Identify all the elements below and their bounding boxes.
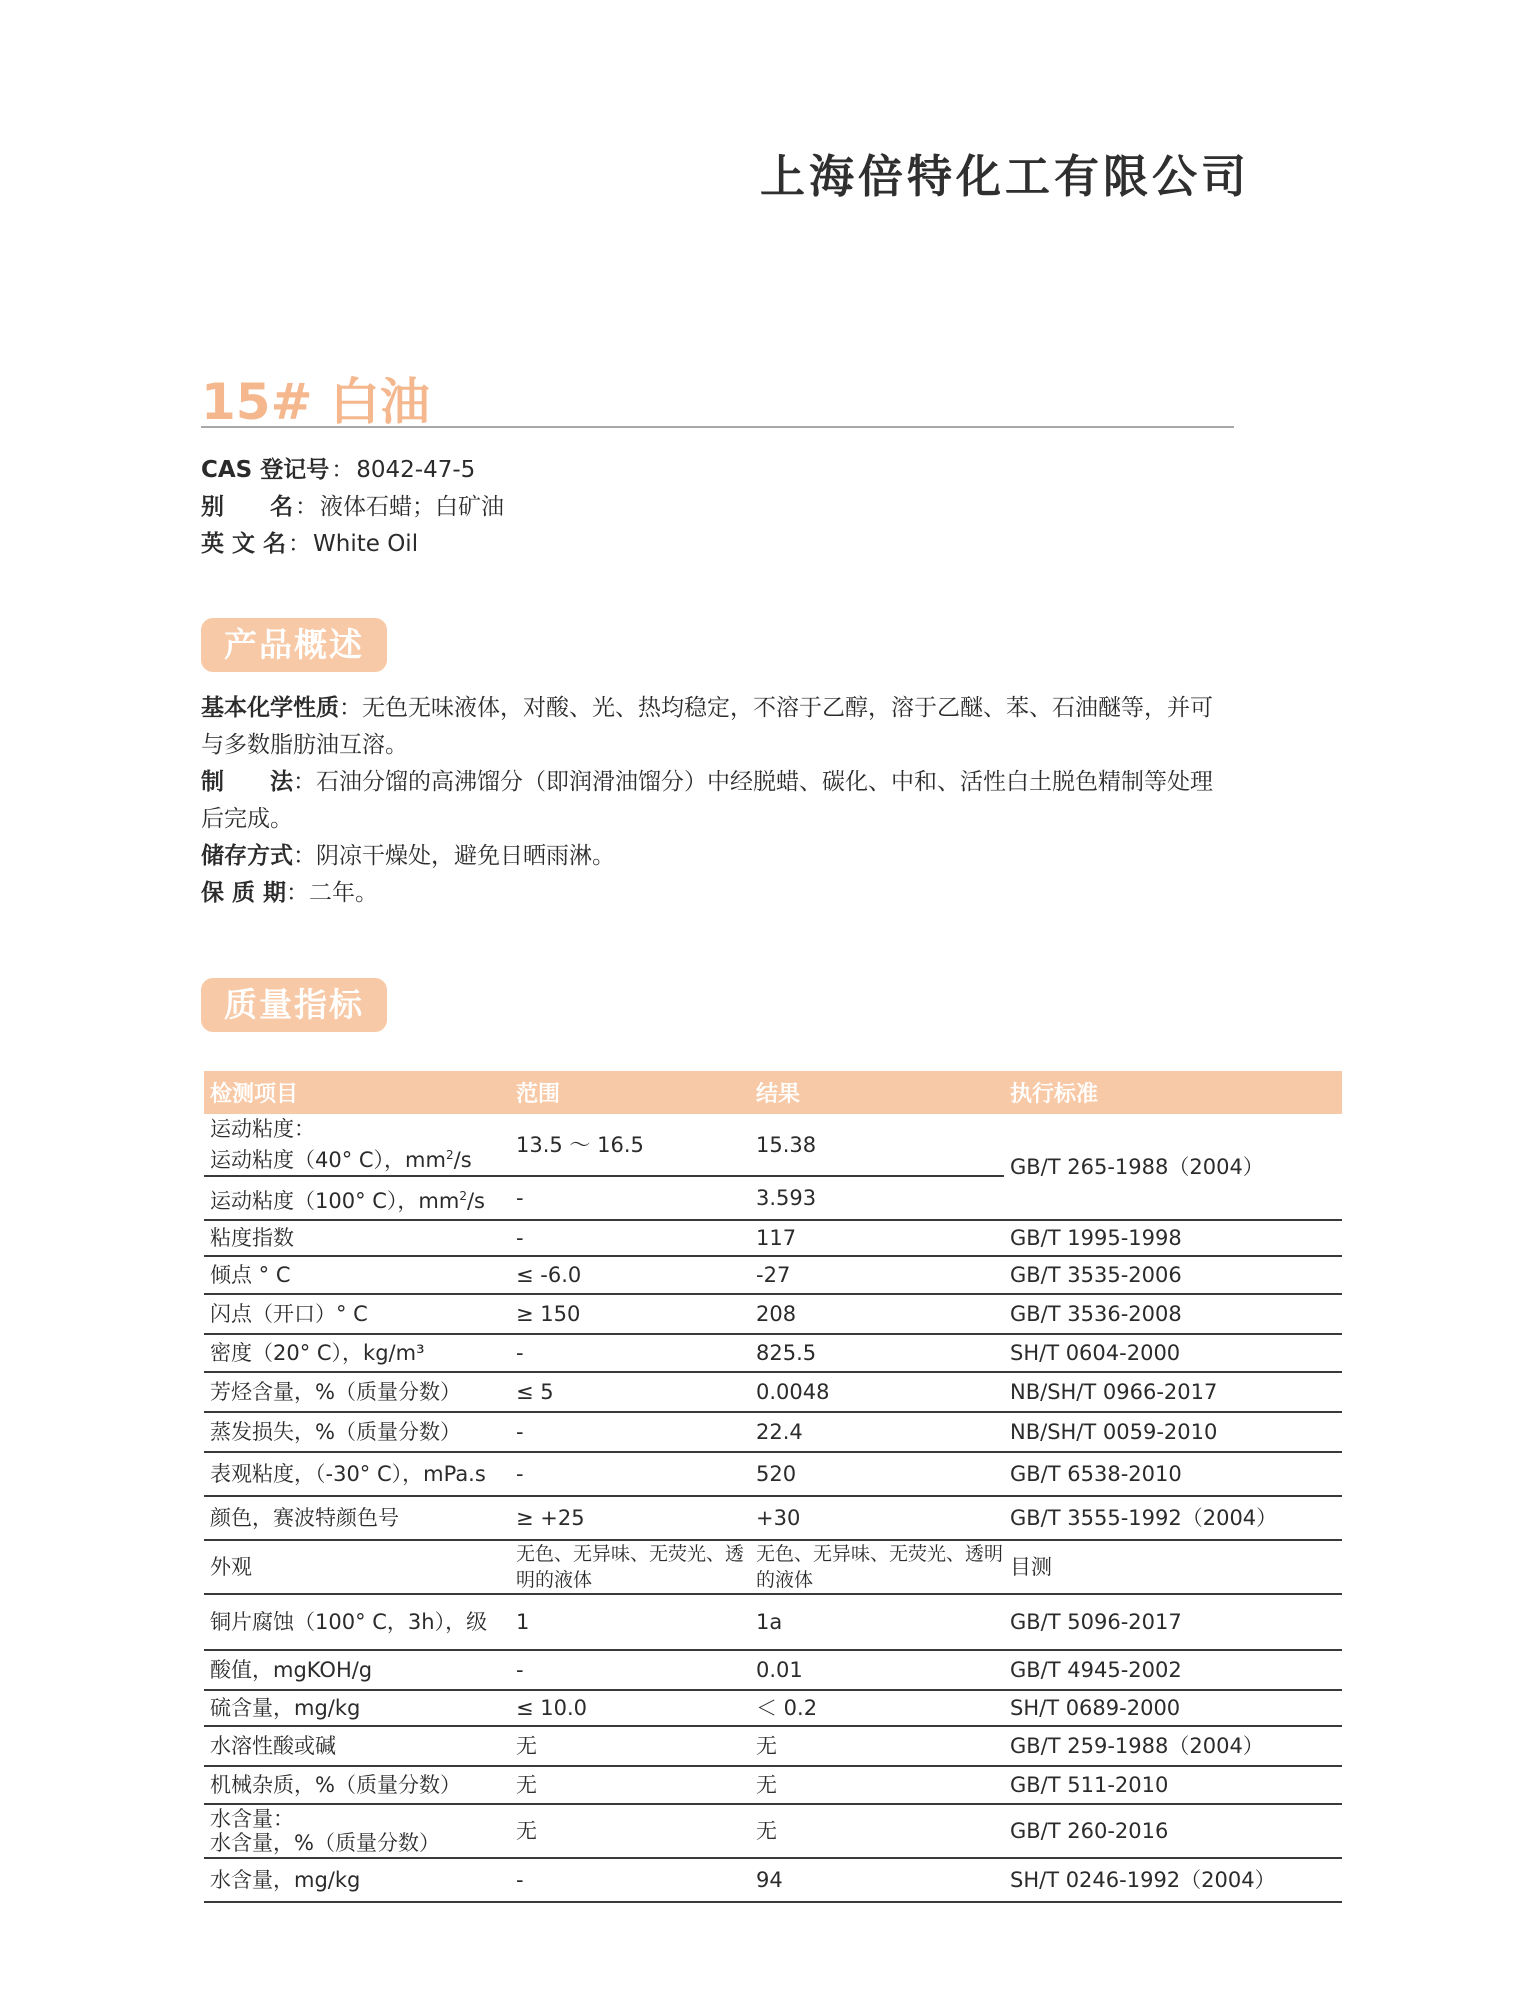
- title-divider: [201, 426, 1234, 428]
- cell-result: +30: [750, 1496, 1004, 1540]
- company-name: 上海倍特化工有限公司: [760, 150, 1251, 203]
- table-row: [204, 1412, 1342, 1452]
- cell-range: -: [510, 1334, 750, 1372]
- table-row: [204, 1650, 1342, 1690]
- quality-table: [204, 1071, 1342, 1903]
- cell-result: 22.4: [750, 1412, 1004, 1452]
- cell-standard: GB/T 1995-1998: [1004, 1220, 1342, 1256]
- table-row: [204, 1114, 1342, 1176]
- cell-item: 闪点（开口）° C: [204, 1294, 510, 1334]
- storage-label: 储存方式: [201, 843, 293, 869]
- cell-item: 硫含量，mg/kg: [204, 1690, 510, 1726]
- cas-label: CAS 登记号: [201, 457, 330, 483]
- alias-label: 别 名: [201, 494, 293, 520]
- cell-result: ＜ 0.2: [750, 1690, 1004, 1726]
- chem-text: 无色无味液体，对酸、光、热均稳定，不溶于乙醇，溶于乙醚、苯、石油醚等，并可与多数脂肪油互溶。: [201, 695, 1213, 758]
- cell-standard: GB/T 5096-2017: [1004, 1594, 1342, 1650]
- cell-standard: SH/T 0689-2000: [1004, 1690, 1342, 1726]
- english-value: White Oil: [313, 531, 419, 557]
- quality-badge: 质量指标: [201, 978, 387, 1032]
- table-row: [204, 1256, 1342, 1294]
- shelf-life: 保 质 期：二年。: [201, 880, 379, 906]
- cell-item: 倾点 ° C: [204, 1256, 510, 1294]
- cell-standard: GB/T 3535-2006: [1004, 1256, 1342, 1294]
- cell-item: 机械杂质，%（质量分数）: [204, 1766, 510, 1804]
- storage: 储存方式：阴凉干燥处，避免日晒雨淋。: [201, 843, 615, 869]
- cell-item: 铜片腐蚀（100° C，3h），级: [204, 1594, 510, 1650]
- cell-standard: GB/T 259-1988（2004）: [1004, 1726, 1342, 1766]
- table-row: [204, 1294, 1342, 1334]
- table-row: [204, 1690, 1342, 1726]
- cell-result: 15.38: [750, 1114, 1004, 1176]
- cell-standard: NB/SH/T 0059-2010: [1004, 1412, 1342, 1452]
- chem-property: 基本化学性质：无色无味液体，对酸、光、热均稳定，不溶于乙醇，溶于乙醚、苯、石油醚等，并可与多数脂肪油互溶。: [201, 695, 1213, 758]
- cas-field: CAS 登记号：8042-47-5: [201, 457, 476, 483]
- cell-result: 117: [750, 1220, 1004, 1256]
- header-range: 范围: [510, 1071, 750, 1114]
- item-line: 运动粘度：: [210, 1117, 315, 1141]
- cell-range: -: [510, 1220, 750, 1256]
- cell-standard: SH/T 0604-2000: [1004, 1334, 1342, 1372]
- cell-range: 1: [510, 1594, 750, 1650]
- cell-item: 颜色，赛波特颜色号: [204, 1496, 510, 1540]
- product-title: 15# 白油: [201, 373, 430, 431]
- cell-range: 无: [510, 1726, 750, 1766]
- cell-result: 520: [750, 1452, 1004, 1496]
- alias-value: 液体石蜡；白矿油: [320, 494, 504, 520]
- table-row: [204, 1766, 1342, 1804]
- shelf-label: 保 质 期: [201, 880, 287, 906]
- cell-range: ≥ +25: [510, 1496, 750, 1540]
- alias-field: 别 名：液体石蜡；白矿油: [201, 494, 504, 520]
- cell-range: ≤ 10.0: [510, 1690, 750, 1726]
- cell-item: 蒸发损失，%（质量分数）: [204, 1412, 510, 1452]
- cas-value: 8042-47-5: [356, 457, 476, 483]
- cell-range: -: [510, 1858, 750, 1902]
- header-item: 检测项目: [204, 1071, 510, 1114]
- cell-item: 水含量： 水含量，%（质量分数）: [204, 1804, 510, 1858]
- overview-badge: 产品概述: [201, 618, 387, 672]
- cell-standard: GB/T 3536-2008: [1004, 1294, 1342, 1334]
- cell-item: 水溶性酸或碱: [204, 1726, 510, 1766]
- table-row: [204, 1452, 1342, 1496]
- cell-result: 825.5: [750, 1334, 1004, 1372]
- cell-standard: 目测: [1004, 1540, 1342, 1594]
- cell-range: ≤ -6.0: [510, 1256, 750, 1294]
- english-field: 英 文 名：White Oil: [201, 531, 419, 557]
- cell-item: 酸值，mgKOH/g: [204, 1650, 510, 1690]
- english-label: 英 文 名: [201, 531, 287, 557]
- cell-standard: GB/T 265-1988（2004）: [1004, 1114, 1342, 1220]
- table-row: [204, 1220, 1342, 1256]
- table-header-row: [204, 1071, 1342, 1114]
- cell-item: 粘度指数: [204, 1220, 510, 1256]
- cell-item: [204, 1114, 510, 1176]
- cell-item: 运动粘度（100° C），$mm^2/s$: [204, 1176, 510, 1220]
- cell-result: 208: [750, 1294, 1004, 1334]
- cell-standard: GB/T 6538-2010: [1004, 1452, 1342, 1496]
- header-result: 结果: [750, 1071, 1004, 1114]
- cell-range: -: [510, 1176, 750, 1220]
- cell-result: 94: [750, 1858, 1004, 1902]
- table-row: [204, 1804, 1342, 1858]
- cell-item: 水含量，mg/kg: [204, 1858, 510, 1902]
- cell-range: 无色、无异味、无荧光、透明的液体: [510, 1540, 750, 1594]
- storage-text: 阴凉干燥处，避免日晒雨淋。: [316, 843, 615, 869]
- shelf-text: 二年。: [309, 880, 379, 906]
- table-row: [204, 1496, 1342, 1540]
- cell-range: 无: [510, 1804, 750, 1858]
- header-standard: 执行标准: [1004, 1071, 1342, 1114]
- cell-item: 表观粘度，（-30° C），mPa.s: [204, 1452, 510, 1496]
- cell-result: 0.0048: [750, 1372, 1004, 1412]
- table-row: [204, 1858, 1342, 1902]
- cell-range: ≤ 5: [510, 1372, 750, 1412]
- table-row: [204, 1540, 1342, 1594]
- production-method: 制 法：石油分馏的高沸馏分（即润滑油馏分）中经脱蜡、碳化、中和、活性白土脱色精制等处理后完成。: [201, 769, 1213, 832]
- item-line: 运动粘度（40° C），$mm^2/s$: [210, 1148, 472, 1172]
- cell-range: -: [510, 1650, 750, 1690]
- table-row: [204, 1594, 1342, 1650]
- cell-result: -27: [750, 1256, 1004, 1294]
- cell-result: 0.01: [750, 1650, 1004, 1690]
- table-row: [204, 1334, 1342, 1372]
- cell-item: 外观: [204, 1540, 510, 1594]
- cell-result: 3.593: [750, 1176, 1004, 1220]
- cell-range: -: [510, 1452, 750, 1496]
- table-row: [204, 1726, 1342, 1766]
- cell-standard: NB/SH/T 0966-2017: [1004, 1372, 1342, 1412]
- cell-standard: GB/T 511-2010: [1004, 1766, 1342, 1804]
- cell-result: 无色、无异味、无荧光、透明的液体: [750, 1540, 1004, 1594]
- cell-result: 无: [750, 1726, 1004, 1766]
- method-label: 制 法: [201, 769, 293, 795]
- cell-standard: GB/T 3555-1992（2004）: [1004, 1496, 1342, 1540]
- cell-item: 密度（20° C），kg/m³: [204, 1334, 510, 1372]
- table-row: [204, 1372, 1342, 1412]
- cell-item: 芳烃含量，%（质量分数）: [204, 1372, 510, 1412]
- cell-result: 1a: [750, 1594, 1004, 1650]
- cell-range: -: [510, 1412, 750, 1452]
- cell-range: 13.5 ～ 16.5: [510, 1114, 750, 1176]
- cell-result: 无: [750, 1766, 1004, 1804]
- cell-range: ≥ 150: [510, 1294, 750, 1334]
- cell-standard: SH/T 0246-1992（2004）: [1004, 1858, 1342, 1902]
- cell-range: 无: [510, 1766, 750, 1804]
- cell-standard: GB/T 4945-2002: [1004, 1650, 1342, 1690]
- method-text: 石油分馏的高沸馏分（即润滑油馏分）中经脱蜡、碳化、中和、活性白土脱色精制等处理后完成。: [201, 769, 1213, 832]
- cell-standard: GB/T 260-2016: [1004, 1804, 1342, 1858]
- cell-result: 无: [750, 1804, 1004, 1858]
- chem-label: 基本化学性质: [201, 695, 339, 721]
